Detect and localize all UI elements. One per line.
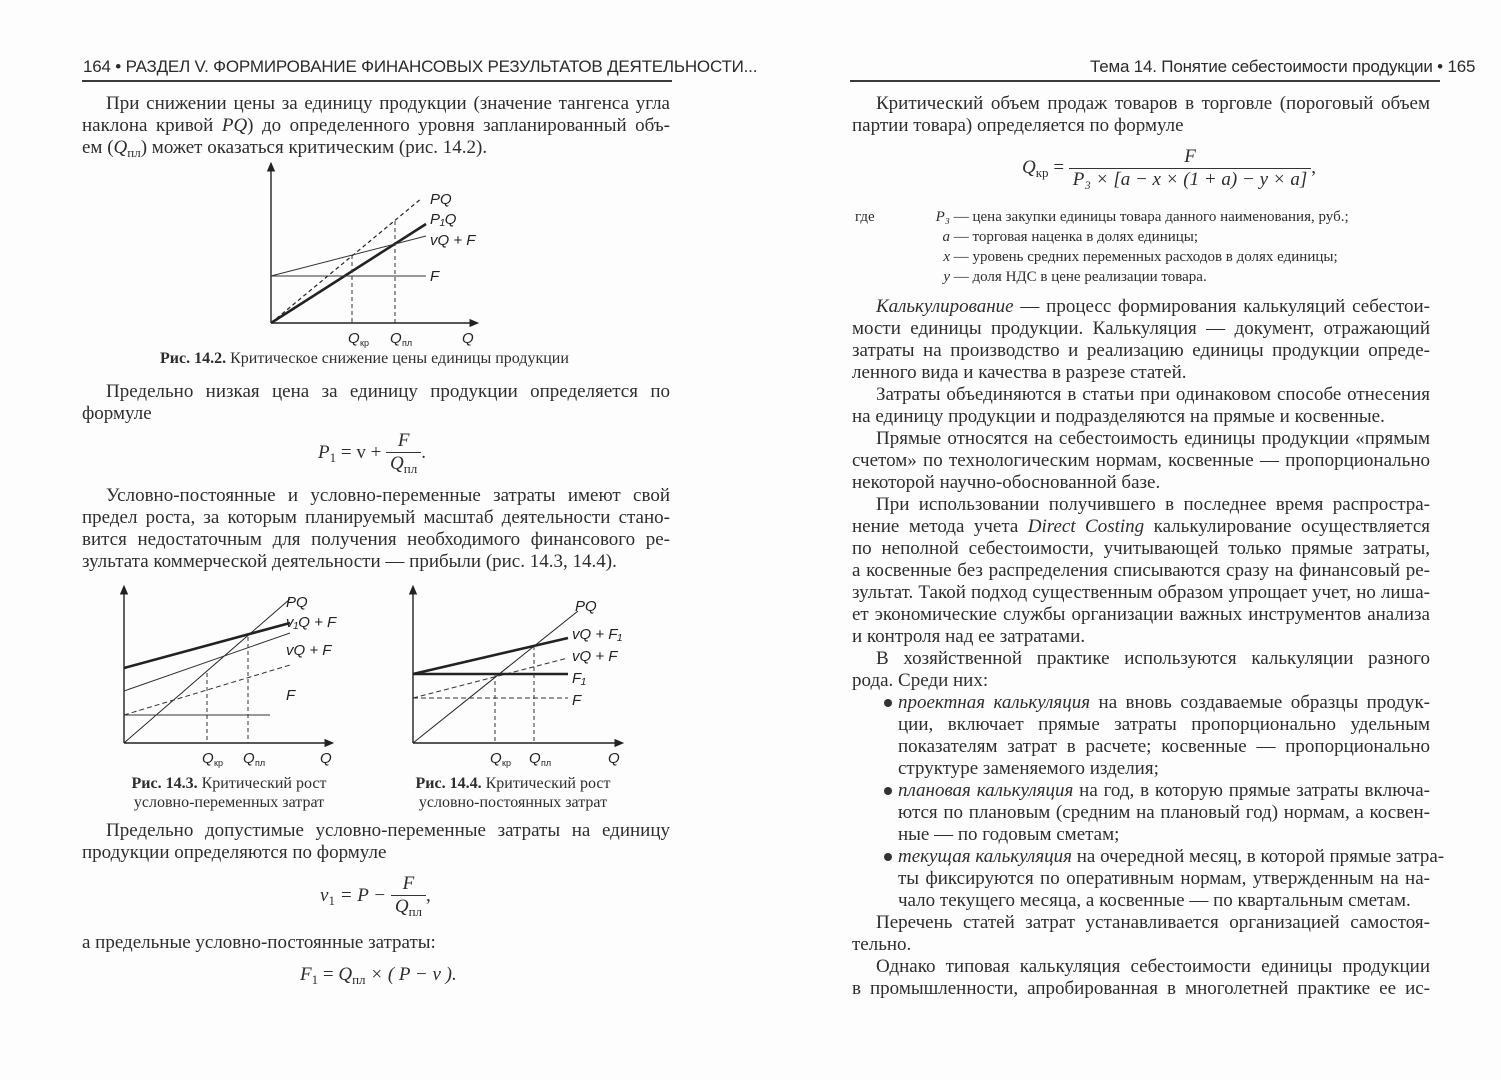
- page-number: 164: [83, 57, 111, 76]
- list-item-line: плановая калькуляция на год, в которую прямые затраты включа-: [898, 780, 1430, 801]
- svg-text:пл: пл: [402, 338, 413, 348]
- list-item-line: ты фиксируются по оперативным нормам, утвержденным на на-: [898, 868, 1430, 889]
- paragraph-line: Критический объем продаж товаров в торговле (пороговый объем: [876, 93, 1430, 114]
- list-item-line: ются по плановым (средним на плановый год) нормам, а косвен-: [898, 802, 1430, 823]
- svg-text:Q: Q: [390, 330, 402, 347]
- paragraph-line: ет экономические службы организации важных инструментов анализа: [852, 604, 1430, 625]
- paragraph-line: ем $(Q_{пл})$ может оказаться критическим (рис. 14.2).: [82, 137, 488, 160]
- figure-caption: Рис. 14.2. Критическое снижение цены единицы продукции: [160, 350, 569, 367]
- formula-critical-volume: $Q_{кр}$ = $\frac{F}{\text{P₃ × [a − x × (1 + a) − y × a]}}$ ,: [1022, 146, 1316, 190]
- svg-text:пл: пл: [255, 758, 266, 768]
- paragraph-line: предел роста, за которым планируемый масштаб деятельности стано-: [82, 507, 670, 528]
- paragraph-line: Предельно низкая цена за единицу продукции определяется по: [106, 381, 670, 402]
- svg-text:F: F: [286, 687, 296, 704]
- paragraph-line: ленного вида и качества в разрезе статей.: [852, 362, 1187, 383]
- paragraph-line: мости единицы продукции. Калькуляция — документ, отражающий: [852, 318, 1430, 339]
- legend-item: y — доля НДС в цене реализации товара.: [943, 269, 1207, 285]
- paragraph-line: Калькулирование — процесс формирования калькуляций себестои-: [876, 296, 1430, 317]
- svg-text:Q: Q: [202, 750, 214, 767]
- list-item-line: ции, включает прямые затраты пропорционально удельным: [898, 714, 1430, 735]
- figure-caption: Рис. 14.3. Критический рост условно-переменных затрат: [131, 775, 327, 811]
- svg-text:vQ + F: vQ + F: [572, 648, 618, 665]
- bullet-icon: [884, 853, 892, 861]
- legend-item: P₃ — цена закупки единицы товара данного наименования, руб.;: [935, 209, 1349, 225]
- paragraph-line: Предельно допустимые условно-переменные затраты на единицу: [106, 820, 670, 841]
- svg-text:Q: Q: [462, 330, 474, 347]
- svg-text:пл: пл: [541, 758, 552, 768]
- svg-text:Q: Q: [348, 330, 360, 347]
- svg-text:PQ: PQ: [575, 598, 597, 615]
- paragraph-line: и контроля над ее затратами.: [852, 626, 1086, 647]
- formula-min-price: $P_1 = v$ + $\frac{F}{Q_{пл}}$ .: [318, 430, 426, 476]
- running-header-left: [83, 57, 757, 77]
- header-rule: [850, 80, 1440, 82]
- figure-14-3-chart: [110, 585, 350, 770]
- paragraph-line: формуле: [82, 403, 152, 424]
- section-title: РАЗДЕЛ V. ФОРМИРОВАНИЕ ФИНАНСОВЫХ РЕЗУЛЬТАТОВ ДЕЯТЕЛЬНОСТИ...: [125, 57, 758, 76]
- paragraph-line: зультат. Такой подход существенным образом упрощает учет, но лиша-: [852, 582, 1430, 603]
- paragraph-line: Затраты объединяются в статьи при одинаковом способе отнесения: [876, 384, 1430, 405]
- svg-text:P₁Q: P₁Q: [430, 211, 457, 228]
- svg-text:Q: Q: [320, 750, 332, 767]
- paragraph-line: вится недостаточным для получения необходимого финансового ре-: [82, 529, 670, 550]
- paragraph-line: некоторой научно-обоснованной базе.: [852, 472, 1161, 493]
- paragraph-line: зультата коммерческой деятельности — прибыли (рис. 14.3, 14.4).: [82, 551, 617, 572]
- paragraph-line: Прямые относятся на себестоимость единицы продукции «прямым: [876, 428, 1430, 449]
- bullet-icon: •: [115, 57, 122, 76]
- paragraph-line: тельно.: [852, 934, 912, 955]
- paragraph-line: нение метода учета Direct Costing калькулирование осуществляется: [852, 516, 1430, 537]
- variable-legend: где: [855, 209, 875, 225]
- svg-text:F₁: F₁: [572, 670, 586, 687]
- list-item-line: чало текущего месяца, а косвенные — по квартальным сметам.: [898, 890, 1411, 911]
- paragraph-line: продукции определяются по формуле: [82, 842, 387, 863]
- svg-text:vQ + F: vQ + F: [286, 642, 332, 659]
- paragraph-line: В хозяйственной практике используются калькуляции разного: [876, 648, 1430, 669]
- list-item-line: ные — по годовым сметам;: [898, 824, 1120, 845]
- right-page: [750, 0, 1501, 1080]
- figure-14-4-chart: [400, 585, 640, 770]
- paragraph-line: Перечень статей затрат устанавливается организацией самостоя-: [876, 912, 1430, 933]
- figure-14-2-chart: [260, 160, 500, 355]
- bullet-icon: •: [1437, 57, 1443, 76]
- legend-item: x — уровень средних переменных расходов в долях единицы;: [943, 249, 1338, 265]
- svg-text:кр: кр: [214, 758, 223, 768]
- svg-text:кр: кр: [360, 338, 369, 348]
- svg-text:PQ: PQ: [430, 191, 452, 208]
- bullet-icon: [884, 787, 892, 795]
- page-number: 165: [1447, 57, 1476, 76]
- svg-text:кр: кр: [502, 758, 511, 768]
- paragraph-line: затраты на производство и реализацию единицы продукции опреде-: [852, 340, 1430, 361]
- paragraph-line: по неполной себестоимости, учитывающей только прямые затраты,: [852, 538, 1430, 559]
- running-header-right: [1090, 57, 1475, 77]
- list-item-line: проектная калькуляция на вновь создаваемые образцы продук-: [898, 692, 1431, 713]
- paragraph-line: а косвенные без распределения списываются сразу на финансовый ре-: [852, 560, 1430, 581]
- legend-item: a — торговая наценка в долях единицы;: [942, 229, 1199, 245]
- formula-max-fixed-cost: $F_1 = Q_{пл}$ × ( P − v ).: [300, 964, 457, 987]
- paragraph-line: рода. Среди них:: [852, 670, 989, 691]
- paragraph-line: на единицу продукции и подразделяются на прямые и косвенные.: [852, 406, 1385, 427]
- svg-text:vQ + F₁: vQ + F₁: [572, 626, 623, 643]
- list-item-line: текущая калькуляция на очередной месяц, в которой прямые затра-: [898, 846, 1445, 867]
- list-item-line: показателям затрат в расчете; косвенные — пропорционально: [898, 736, 1430, 757]
- svg-text:PQ: PQ: [286, 594, 308, 611]
- paragraph-line: партии товара) определяется по формуле: [852, 115, 1184, 136]
- paragraph-line: Однако типовая калькуляция себестоимости единицы продукции: [876, 956, 1430, 977]
- paragraph-line: Условно-постоянные и условно-переменные затраты имеют свой: [106, 485, 670, 506]
- svg-text:Q: Q: [243, 750, 255, 767]
- paragraph-line: а предельные условно-постоянные затраты:: [82, 932, 436, 953]
- paragraph-line: наклона кривой PQ) до определенного уровня запланированный объ-: [82, 115, 670, 136]
- figure-caption: Рис. 14.4. Критический рост условно-постоянных затрат: [415, 775, 611, 811]
- svg-text:Q: Q: [529, 750, 541, 767]
- formula-max-variable-cost: $v_1 = P$ − $\frac{F}{Q_{пл}}$ ,: [320, 873, 431, 919]
- header-rule: [82, 80, 672, 82]
- svg-text:Q: Q: [608, 750, 620, 767]
- paragraph-line: счетом» по технологическим нормам, косвенные — пропорционально: [852, 450, 1430, 471]
- list-item-line: структуре заменяемого изделия;: [898, 758, 1159, 779]
- bullet-icon: [884, 699, 892, 707]
- svg-text:Q: Q: [490, 750, 502, 767]
- paragraph-line: в промышленности, апробированная в многолетней практике ее ис-: [852, 978, 1430, 999]
- chapter-title: Тема 14. Понятие себестоимости продукции: [1090, 57, 1433, 76]
- paragraph-line: При использовании получившего в последнее время распростра-: [876, 494, 1430, 515]
- svg-text:F: F: [430, 268, 440, 285]
- svg-text:vQ + F: vQ + F: [430, 232, 476, 249]
- svg-text:F: F: [572, 692, 582, 709]
- paragraph-line: При снижении цены за единицу продукции (значение тангенса угла: [106, 93, 670, 114]
- svg-text:v₁Q + F: v₁Q + F: [286, 614, 337, 631]
